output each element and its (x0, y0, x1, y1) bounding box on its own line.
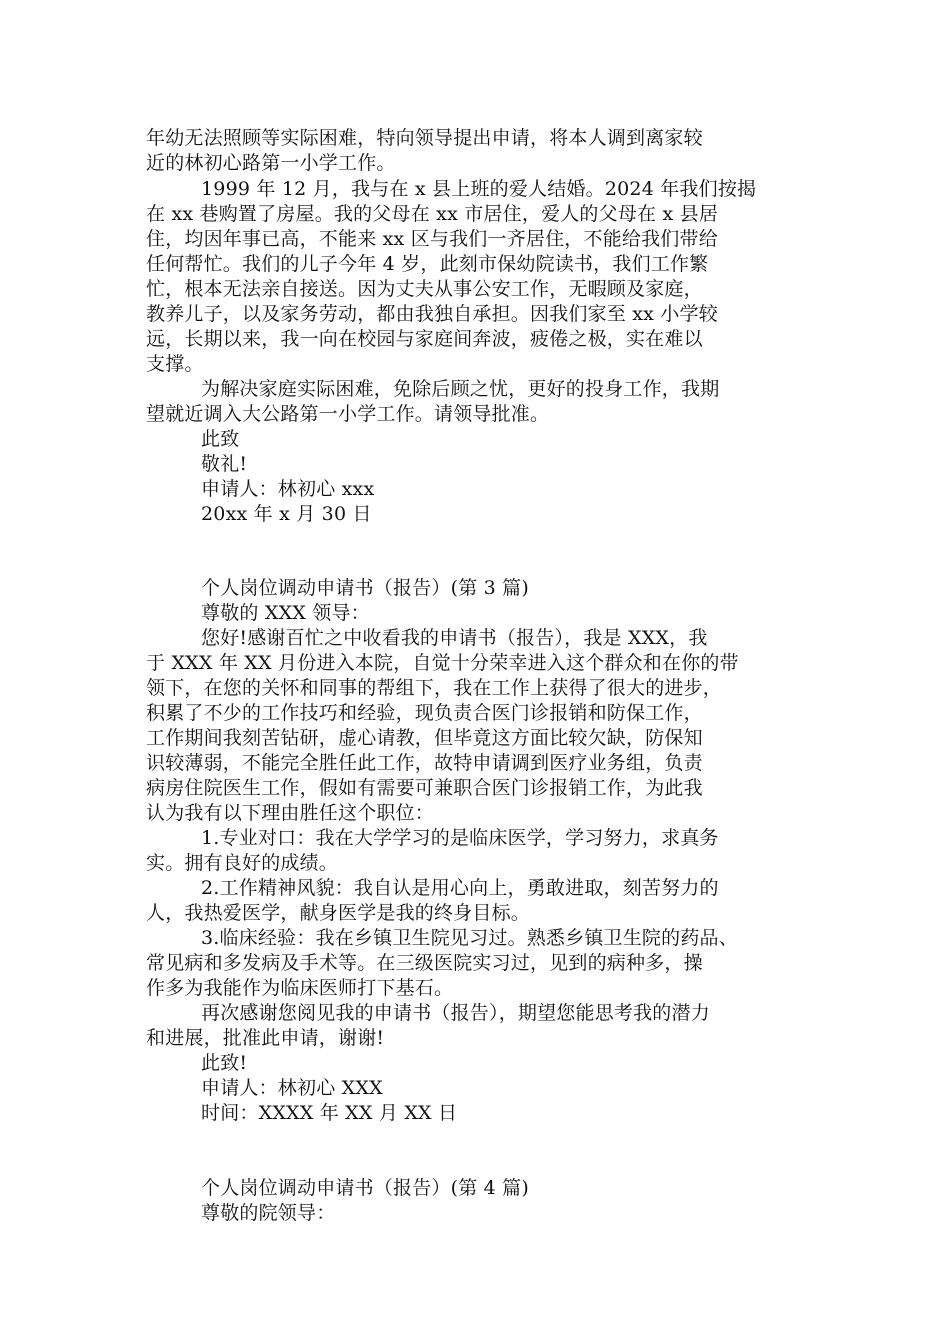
s2-body-line-8: 教养儿子，以及家务劳动，都由我独自承担。因我们家至 xx 小学较 (146, 303, 718, 325)
s3-greeting: 尊敬的 XXX 领导： (201, 602, 370, 624)
s2-salute: 敬礼! (201, 453, 248, 475)
s2-body-line-11: 为解决家庭实际困难，免除后顾之忧，更好的投身工作，我期 (201, 378, 720, 400)
s3-body-line-11: 2.工作精神风貌：我自认是用心向上，勇敢进取，刻苦努力的 (201, 877, 719, 899)
s3-body-line-12: 人，我热爱医学，献身医学是我的终身目标。 (146, 902, 531, 924)
s3-body-line-16: 再次感谢您阅见我的申请书（报告），期望您能思考我的潜力 (201, 1002, 710, 1024)
s3-body-line-8: 认为我有以下理由胜任这个职位： (146, 802, 435, 824)
s3-body-line-5: 工作期间我刻苦钻研，虚心请教，但毕竟这方面比较欠缺，防保知 (146, 727, 703, 749)
s3-body-line-10: 实。拥有良好的成绩。 (146, 852, 339, 874)
s3-body-line-1: 您好!感谢百忙之中收看我的申请书（报告），我是 XXX，我 (201, 627, 708, 649)
s2-body-line-2: 近的林初心路第一小学工作。 (146, 152, 396, 174)
s3-body-line-4: 积累了不少的工作技巧和经验，现负责合医门诊报销和防保工作， (146, 702, 703, 724)
s2-body-line-9: 远，长期以来，我一向在校园与家庭间奔波，疲倦之极，实在难以 (146, 328, 703, 350)
s2-closing: 此致 (201, 428, 240, 450)
s4-greeting: 尊敬的院领导： (201, 1202, 336, 1224)
s2-body-line-10: 支撑。 (146, 353, 204, 375)
s3-body-line-3: 领下，在您的关怀和同事的帮组下，我在工作上获得了很大的进步， (146, 677, 723, 699)
s3-body-line-9: 1.专业对口：我在大学学习的是临床医学，学习努力，求真务 (201, 827, 719, 849)
s3-body-line-14: 常见病和多发病及手术等。在三级医院实习过，见到的病种多，操 (146, 952, 703, 974)
s3-body-line-6: 识较薄弱，不能完全胜任此工作，故特申请调到医疗业务组，负责 (146, 752, 703, 774)
s3-closing: 此致! (201, 1052, 248, 1074)
s2-date: 20xx 年 x 月 30 日 (201, 503, 372, 525)
s2-body-line-4: 在 xx 巷购置了房屋。我的父母在 xx 市居住，爱人的父母在 x 县居 (146, 203, 719, 225)
s3-applicant: 申请人：林初心 XXX (201, 1077, 383, 1099)
s3-body-line-2: 于 XXX 年 XX 月份进入本院，自觉十分荣幸进入这个群众和在你的带 (146, 652, 739, 674)
s3-title: 个人岗位调动申请书（报告）(第 3 篇) (201, 577, 529, 599)
s4-title: 个人岗位调动申请书（报告）(第 4 篇) (201, 1177, 529, 1199)
s3-date: 时间：XXXX 年 XX 月 XX 日 (201, 1102, 458, 1124)
s2-applicant: 申请人：林初心 xxx (201, 478, 375, 500)
s2-body-line-3: 1999 年 12 月，我与在 x 县上班的爱人结婚。2024 年我们按揭 (201, 178, 757, 200)
s2-body-line-7: 忙，根本无法亲自接送。因为丈夫从事公安工作，无暇顾及家庭， (146, 278, 703, 300)
s2-body-line-1: 年幼无法照顾等实际困难，特向领导提出申请，将本人调到离家较 (146, 127, 703, 149)
s3-body-line-15: 作多为我能作为临床医师打下基石。 (146, 977, 454, 999)
s3-body-line-7: 病房住院医生工作，假如有需要可兼职合医门诊报销工作，为此我 (146, 777, 703, 799)
s3-body-line-17: 和进展，批准此申请，谢谢! (146, 1027, 385, 1049)
s2-body-line-12: 望就近调入大公路第一小学工作。请领导批准。 (146, 403, 550, 425)
s2-body-line-5: 住，均因年事已高，不能来 xx 区与我们一齐居住，不能给我们带给 (146, 228, 718, 250)
s3-body-line-13: 3.临床经验：我在乡镇卫生院见习过。熟悉乡镇卫生院的药品、 (201, 927, 738, 949)
s2-body-line-6: 任何帮忙。我们的儿子今年 4 岁，此刻市保幼院读书，我们工作繁 (146, 253, 709, 275)
